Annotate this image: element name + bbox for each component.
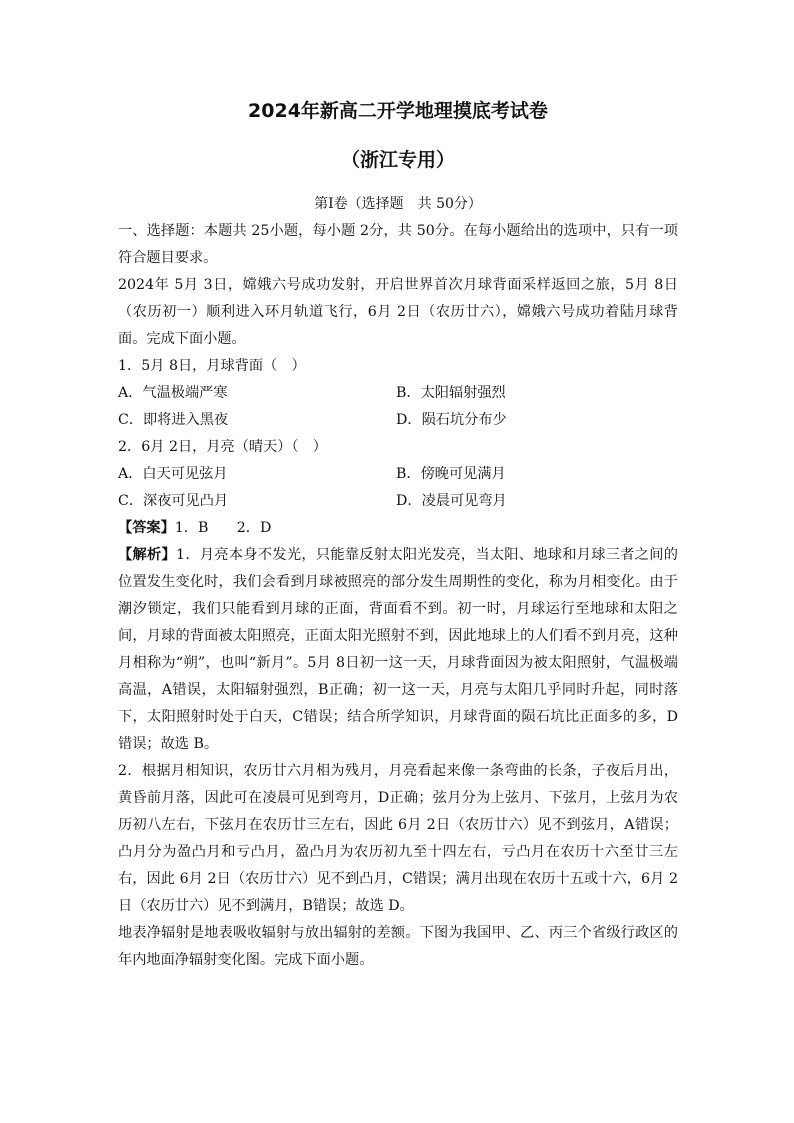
exam-subtitle: （浙江专用） [340,149,455,171]
answer-line [118,515,678,542]
passage-net-radiation: 地表净辐射是地表吸收辐射与放出辐射的差额。下图为我国甲、乙、丙三个省级行政区的年内地面净辐射变化图。完成下面小题。 [118,925,678,968]
question-1-option-d: D．陨石坑分布少 [396,412,507,428]
question-2-options-row-2 [118,488,678,515]
exam-page [118,92,678,974]
question-2-option-c: C．深夜可见凸月 [118,493,229,509]
question-2-option-a: A．白天可见弦月 [118,466,228,482]
passage-chang-e-6: 2024年 5月 3日，嫦娥六号成功发射，开启世界首次月球背面采样返回之旅，5月 8日（农历初一）顺利进入环月轨道飞行，6月 2日（农历廿六），嫦娥六号成功着陆月球背面。完成下面小题。 [118,277,678,347]
question-1 [118,353,678,434]
question-1-options-row-1 [118,380,678,407]
question-2 [118,434,678,515]
question-1-option-c: C．即将进入黑夜 [118,412,229,428]
instructions-text: 一、选择题：本题共 25小题，每小题 2分，共 50分。在每小题给出的选项中，只有一项符合题目要求。 [118,223,678,266]
question-2-stem: 2．6月 2日，月亮（晴天）（ ） [118,439,327,455]
analysis-1-text: 1．月亮本身不发光，只能靠反射太阳光发亮，当太阳、地球和月球三者之间的位置发生变化时，我们会看到月球被照亮的部分发生周期性的变化，称为月相变化。由于潮汐锁定，我们只能看到月球的正面，背面看不到。初一时，月球运行至地球和太阳之间，月球的背面被太阳照亮，正面太阳光照射不到，因此地球上的人们看不到月亮，这种月相称为“朔”，也叫“新月”。5月 8日初一这一天，月球背面因为被太阳照射，气温极端高温，A错误，太阳辐射强烈，B正确；初一这一天，月亮与太阳几乎同时升起，同时落下，太阳照射时处于白天，C错误；结合所学知识，月球背面的陨石坑比正面多的多，D错误；故选 B。 [118,547,678,752]
analysis-1 [118,542,678,758]
exam-title: 2024年新高二开学地理摸底考试卷 [248,100,548,122]
question-1-option-b: B．太阳辐射强烈 [396,385,506,401]
question-2-option-b: B．傍晚可见满月 [396,466,506,482]
question-2-options-row-1 [118,461,678,488]
question-2-option-d: D．凌晨可见弯月 [396,493,507,509]
answer-text: 1．B 2．D [174,520,272,536]
analysis-2: 2．根据月相知识，农历廿六月相为残月，月亮看起来像一条弯曲的长条，子夜后月出，黄昏前月落，因此可在凌晨可见到弯月，D正确；弦月分为上弦月、下弦月，上弦月为农历初八左右，下弦月在农历廿三左右，因此 6月 2日（农历廿六）见不到弦月，A错误；凸月分为盈凸月和亏凸月，盈凸月为农历初九至十四左右，亏凸月在农历十六至廿三左右，因此 6月 2日（农历廿六）见不到凸月，C错误；满月出现在农历十五或十六，6月 2日（农历廿六）见不到满月，B错误；故选 D。 [118,763,678,914]
section-heading: 第Ⅰ卷（选择题 共 50分） [314,196,482,212]
analysis-label: 【解析】 [118,547,176,563]
question-1-options-row-2 [118,407,678,434]
answer-label: 【答案】 [118,520,175,536]
question-1-stem: 1．5月 8日，月球背面（ ） [118,358,306,374]
question-1-option-a: A．气温极端严寒 [118,385,228,401]
